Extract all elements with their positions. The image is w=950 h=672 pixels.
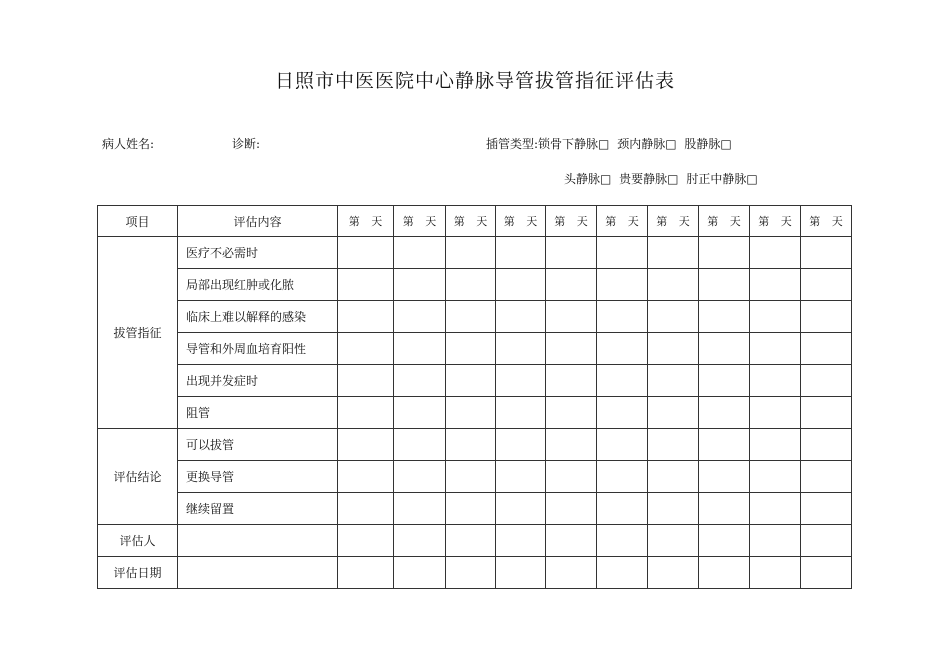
signature-cell[interactable]	[750, 525, 801, 557]
check-cell[interactable]	[648, 269, 699, 301]
signature-cell[interactable]	[801, 525, 852, 557]
check-cell[interactable]	[648, 493, 699, 525]
check-cell[interactable]	[750, 397, 801, 429]
check-cell[interactable]	[597, 237, 648, 269]
header-content: 评估内容	[178, 206, 338, 237]
date-cell[interactable]	[597, 557, 648, 589]
date-blank	[178, 557, 338, 589]
check-cell[interactable]	[338, 493, 394, 525]
check-cell[interactable]	[699, 365, 750, 397]
check-cell[interactable]	[801, 397, 852, 429]
check-cell[interactable]	[801, 365, 852, 397]
check-cell[interactable]	[546, 397, 597, 429]
criterion-cell: 临床上难以解释的感染	[178, 301, 338, 333]
check-cell[interactable]	[394, 365, 446, 397]
check-cell[interactable]	[496, 397, 546, 429]
check-cell[interactable]	[394, 269, 446, 301]
signature-cell[interactable]	[446, 525, 496, 557]
check-cell[interactable]	[699, 397, 750, 429]
table-row	[98, 429, 852, 461]
catheter-type-line-2	[564, 170, 758, 187]
date-cell[interactable]	[496, 557, 546, 589]
diagnosis-label: 诊断:	[232, 137, 261, 151]
check-cell[interactable]	[699, 461, 750, 493]
catheter-option-internal-jugular[interactable]: 颈内静脉□	[617, 137, 677, 151]
table-row	[98, 493, 852, 525]
date-cell[interactable]	[394, 557, 446, 589]
check-cell[interactable]	[801, 493, 852, 525]
header-day: 第 天	[394, 206, 446, 237]
check-cell[interactable]	[496, 333, 546, 365]
check-cell[interactable]	[496, 493, 546, 525]
catheter-option-cephalic[interactable]: 头静脉□	[564, 172, 612, 186]
check-cell[interactable]	[750, 429, 801, 461]
check-cell[interactable]	[496, 429, 546, 461]
catheter-option-femoral[interactable]: 股静脉□	[684, 137, 732, 151]
date-cell[interactable]	[546, 557, 597, 589]
check-cell[interactable]	[394, 429, 446, 461]
check-cell[interactable]	[338, 429, 394, 461]
catheter-option-subclavian[interactable]: 锁骨下静脉□	[538, 137, 610, 151]
check-cell[interactable]	[648, 301, 699, 333]
table-row	[98, 237, 852, 269]
date-cell[interactable]	[648, 557, 699, 589]
patient-name-label: 病人姓名:	[102, 137, 155, 151]
signature-cell[interactable]	[648, 525, 699, 557]
check-cell[interactable]	[496, 269, 546, 301]
header-day: 第 天	[338, 206, 394, 237]
check-cell[interactable]	[338, 237, 394, 269]
check-cell[interactable]	[648, 333, 699, 365]
date-cell[interactable]	[699, 557, 750, 589]
check-cell[interactable]	[446, 237, 496, 269]
table-row	[98, 461, 852, 493]
check-cell[interactable]	[597, 301, 648, 333]
check-cell[interactable]	[546, 429, 597, 461]
conclusion-cell: 更换导管	[178, 461, 338, 493]
signature-cell[interactable]	[338, 525, 394, 557]
check-cell[interactable]	[801, 237, 852, 269]
table-row-assessor	[98, 525, 852, 557]
header-item: 项目	[98, 206, 178, 237]
check-cell[interactable]	[597, 365, 648, 397]
table-row	[98, 365, 852, 397]
table-row-date	[98, 557, 852, 589]
check-cell[interactable]	[597, 269, 648, 301]
catheter-type-line-1	[486, 135, 732, 152]
catheter-type-label: 插管类型:	[486, 137, 539, 151]
check-cell[interactable]	[394, 237, 446, 269]
check-cell[interactable]	[699, 429, 750, 461]
table-row	[98, 397, 852, 429]
conclusion-cell: 可以拔管	[178, 429, 338, 461]
header-day: 第 天	[750, 206, 801, 237]
check-cell[interactable]	[648, 397, 699, 429]
criterion-cell: 出现并发症时	[178, 365, 338, 397]
table-row	[98, 333, 852, 365]
header-day: 第 天	[496, 206, 546, 237]
check-cell[interactable]	[648, 429, 699, 461]
check-cell[interactable]	[446, 397, 496, 429]
check-cell[interactable]	[750, 461, 801, 493]
check-cell[interactable]	[446, 461, 496, 493]
check-cell[interactable]	[750, 493, 801, 525]
check-cell[interactable]	[338, 269, 394, 301]
check-cell[interactable]	[648, 237, 699, 269]
check-cell[interactable]	[750, 269, 801, 301]
check-cell[interactable]	[801, 301, 852, 333]
check-cell[interactable]	[750, 237, 801, 269]
group-assessment-conclusion: 评估结论	[98, 429, 178, 525]
signature-cell[interactable]	[546, 525, 597, 557]
header-day: 第 天	[546, 206, 597, 237]
date-cell[interactable]	[750, 557, 801, 589]
check-cell[interactable]	[801, 269, 852, 301]
check-cell[interactable]	[750, 333, 801, 365]
check-cell[interactable]	[446, 493, 496, 525]
check-cell[interactable]	[446, 429, 496, 461]
date-cell[interactable]	[446, 557, 496, 589]
check-cell[interactable]	[496, 301, 546, 333]
assessor-label: 评估人	[98, 525, 178, 557]
check-cell[interactable]	[546, 461, 597, 493]
date-cell[interactable]	[801, 557, 852, 589]
check-cell[interactable]	[394, 301, 446, 333]
check-cell[interactable]	[801, 429, 852, 461]
check-cell[interactable]	[597, 461, 648, 493]
table-row	[98, 301, 852, 333]
check-cell[interactable]	[546, 301, 597, 333]
check-cell[interactable]	[597, 429, 648, 461]
check-cell[interactable]	[546, 269, 597, 301]
signature-cell[interactable]	[597, 525, 648, 557]
check-cell[interactable]	[699, 301, 750, 333]
group-removal-indications: 拔管指征	[98, 237, 178, 429]
check-cell[interactable]	[496, 365, 546, 397]
check-cell[interactable]	[699, 333, 750, 365]
header-day: 第 天	[597, 206, 648, 237]
criterion-cell: 导管和外周血培育阳性	[178, 333, 338, 365]
check-cell[interactable]	[496, 237, 546, 269]
check-cell[interactable]	[546, 237, 597, 269]
assessor-blank	[178, 525, 338, 557]
check-cell[interactable]	[801, 461, 852, 493]
check-cell[interactable]	[801, 333, 852, 365]
check-cell[interactable]	[446, 365, 496, 397]
signature-cell[interactable]	[496, 525, 546, 557]
catheter-option-basilic[interactable]: 贵要静脉□	[619, 172, 679, 186]
criterion-cell: 医疗不必需时	[178, 237, 338, 269]
catheter-option-median-cubital[interactable]: 肘正中静脉□	[686, 172, 758, 186]
check-cell[interactable]	[546, 365, 597, 397]
header-day: 第 天	[446, 206, 496, 237]
signature-cell[interactable]	[394, 525, 446, 557]
check-cell[interactable]	[597, 493, 648, 525]
check-cell[interactable]	[394, 333, 446, 365]
criterion-cell: 局部出现红肿或化脓	[178, 269, 338, 301]
check-cell[interactable]	[496, 461, 546, 493]
page-title: 日照市中医医院中心静脉导管拔管指征评估表	[274, 70, 675, 92]
check-cell[interactable]	[546, 493, 597, 525]
check-cell[interactable]	[648, 461, 699, 493]
check-cell[interactable]	[648, 365, 699, 397]
check-cell[interactable]	[338, 461, 394, 493]
check-cell[interactable]	[394, 397, 446, 429]
check-cell[interactable]	[338, 301, 394, 333]
check-cell[interactable]	[699, 237, 750, 269]
check-cell[interactable]	[338, 365, 394, 397]
check-cell[interactable]	[446, 269, 496, 301]
check-cell[interactable]	[699, 269, 750, 301]
check-cell[interactable]	[446, 301, 496, 333]
check-cell[interactable]	[338, 333, 394, 365]
check-cell[interactable]	[394, 461, 446, 493]
check-cell[interactable]	[699, 493, 750, 525]
header-day: 第 天	[699, 206, 750, 237]
table-row	[98, 269, 852, 301]
check-cell[interactable]	[750, 301, 801, 333]
check-cell[interactable]	[750, 365, 801, 397]
assessment-date-label: 评估日期	[98, 557, 178, 589]
header-day: 第 天	[801, 206, 852, 237]
check-cell[interactable]	[394, 493, 446, 525]
check-cell[interactable]	[597, 333, 648, 365]
criterion-cell: 阻管	[178, 397, 338, 429]
check-cell[interactable]	[446, 333, 496, 365]
signature-cell[interactable]	[699, 525, 750, 557]
conclusion-cell: 继续留置	[178, 493, 338, 525]
header-row	[98, 206, 852, 237]
assessment-table	[97, 205, 852, 589]
date-cell[interactable]	[338, 557, 394, 589]
check-cell[interactable]	[546, 333, 597, 365]
header-day: 第 天	[648, 206, 699, 237]
check-cell[interactable]	[597, 397, 648, 429]
check-cell[interactable]	[338, 397, 394, 429]
